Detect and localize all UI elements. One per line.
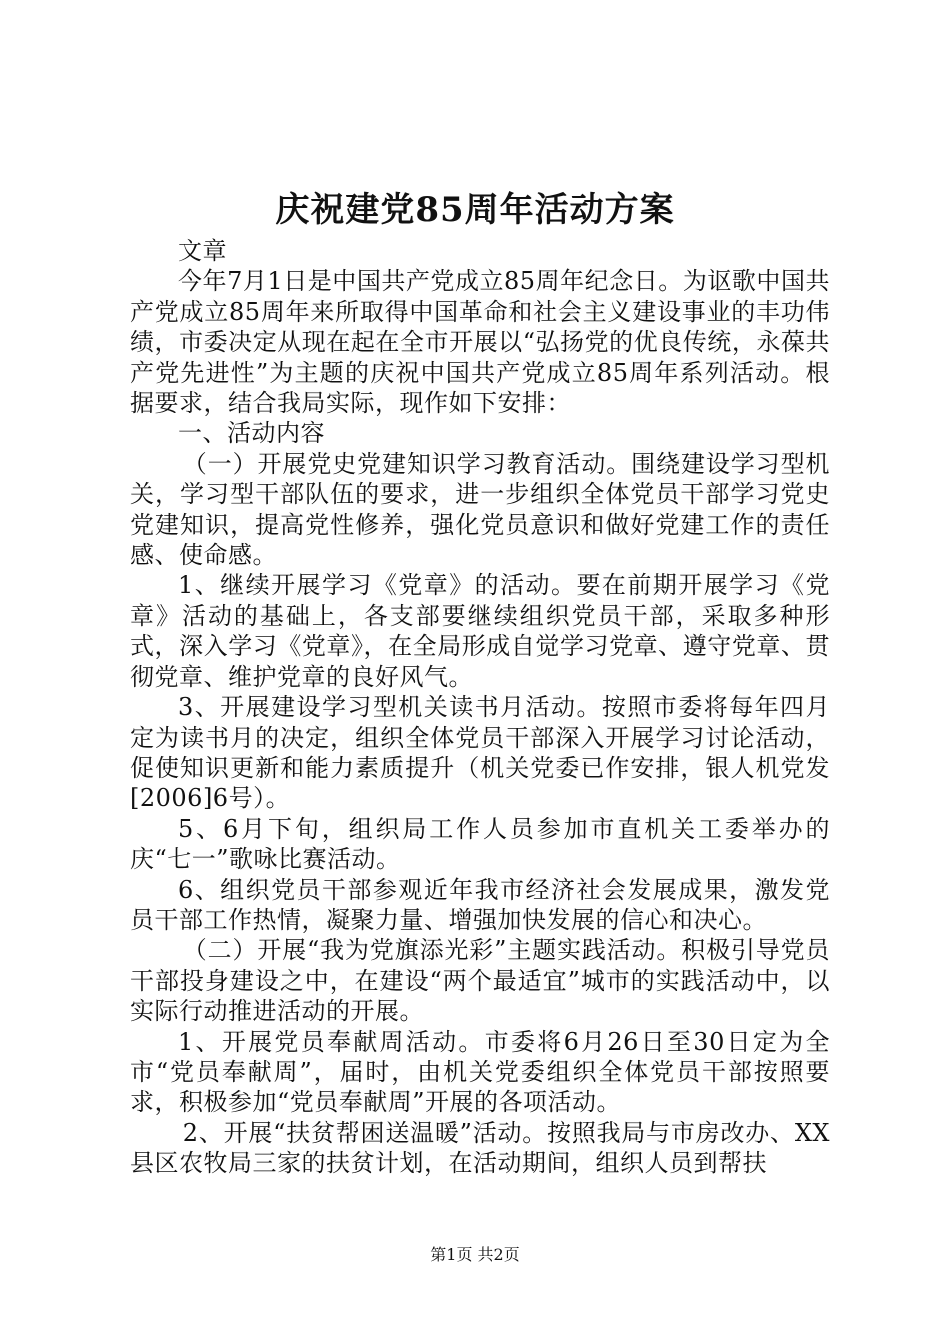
paragraph-source: 文章	[178, 237, 227, 265]
paragraph-item-2-2: 2、开展“扶贫帮困送温暖”活动。按照我局与市房改办、XX县区农牧局三家的扶贫计划，在活动期间，组织人员到帮扶	[130, 1118, 830, 1178]
document-body	[130, 236, 830, 1179]
paragraph-item-1-5: 5、6月下旬，组织局工作人员参加市直机关工委举办的庆“七一”歌咏比赛活动。	[130, 814, 830, 874]
paragraph-item-1-1: 1、继续开展学习《党章》的活动。要在前期开展学习《党章》活动的基础上，各支部要继续组织党员干部，采取多种形式，深入学习《党章》，在全局形成自觉学习党章、遵守党章、贯彻党章、维护党章的良好风气。	[130, 571, 830, 691]
paragraph-intro: 今年7月1日是中国共产党成立85周年纪念日。为讴歌中国共产党成立85周年来所取得中国革命和社会主义建设事业的丰功伟绩，市委决定从现在起在全市开展以“弘扬党的优良传统，永葆共产党先进性”为主题的庆祝中国共产党成立85周年系列活动。根据要求，结合我局实际，现作如下安排：	[130, 267, 830, 418]
paragraph-item-1: （一）开展党史党建知识学习教育活动。围绕建设学习型机关，学习型干部队伍的要求，进一步组织全体党员干部学习党史党建知识，提高党性修养，强化党员意识和做好党建工作的责任感、使命感。	[130, 449, 830, 570]
paragraph-item-1-6: 6、组织党员干部参观近年我市经济社会发展成果，激发党员干部工作热情，凝聚力量、增强加快发展的信心和决心。	[130, 875, 830, 934]
paragraph-item-1-3: 3、开展建设学习型机关读书月活动。按照市委将每年四月定为读书月的决定，组织全体党员干部深入开展学习讨论活动，促使知识更新和能力素质提升（机关党委已作安排，银人机党发[2006]6号）。	[130, 693, 830, 813]
page-footer: 第1页 共2页	[430, 1245, 520, 1264]
paragraph-item-2-1: 1、开展党员奉献周活动。市委将6月26日至30日定为全市“党员奉献周”，届时，由机关党委组织全体党员干部按照要求，积极参加“党员奉献周”开展的各项活动。	[130, 1027, 830, 1117]
paragraph-item-2: （二）开展“我为党旗添光彩”主题实践活动。积极引导党员干部投身建设之中，在建设“两个最适宜”城市的实践活动中，以实际行动推进活动的开展。	[130, 936, 830, 1026]
section-heading-activities: 一、活动内容	[178, 419, 325, 448]
document-title: 庆祝建党85周年活动方案	[275, 190, 675, 230]
